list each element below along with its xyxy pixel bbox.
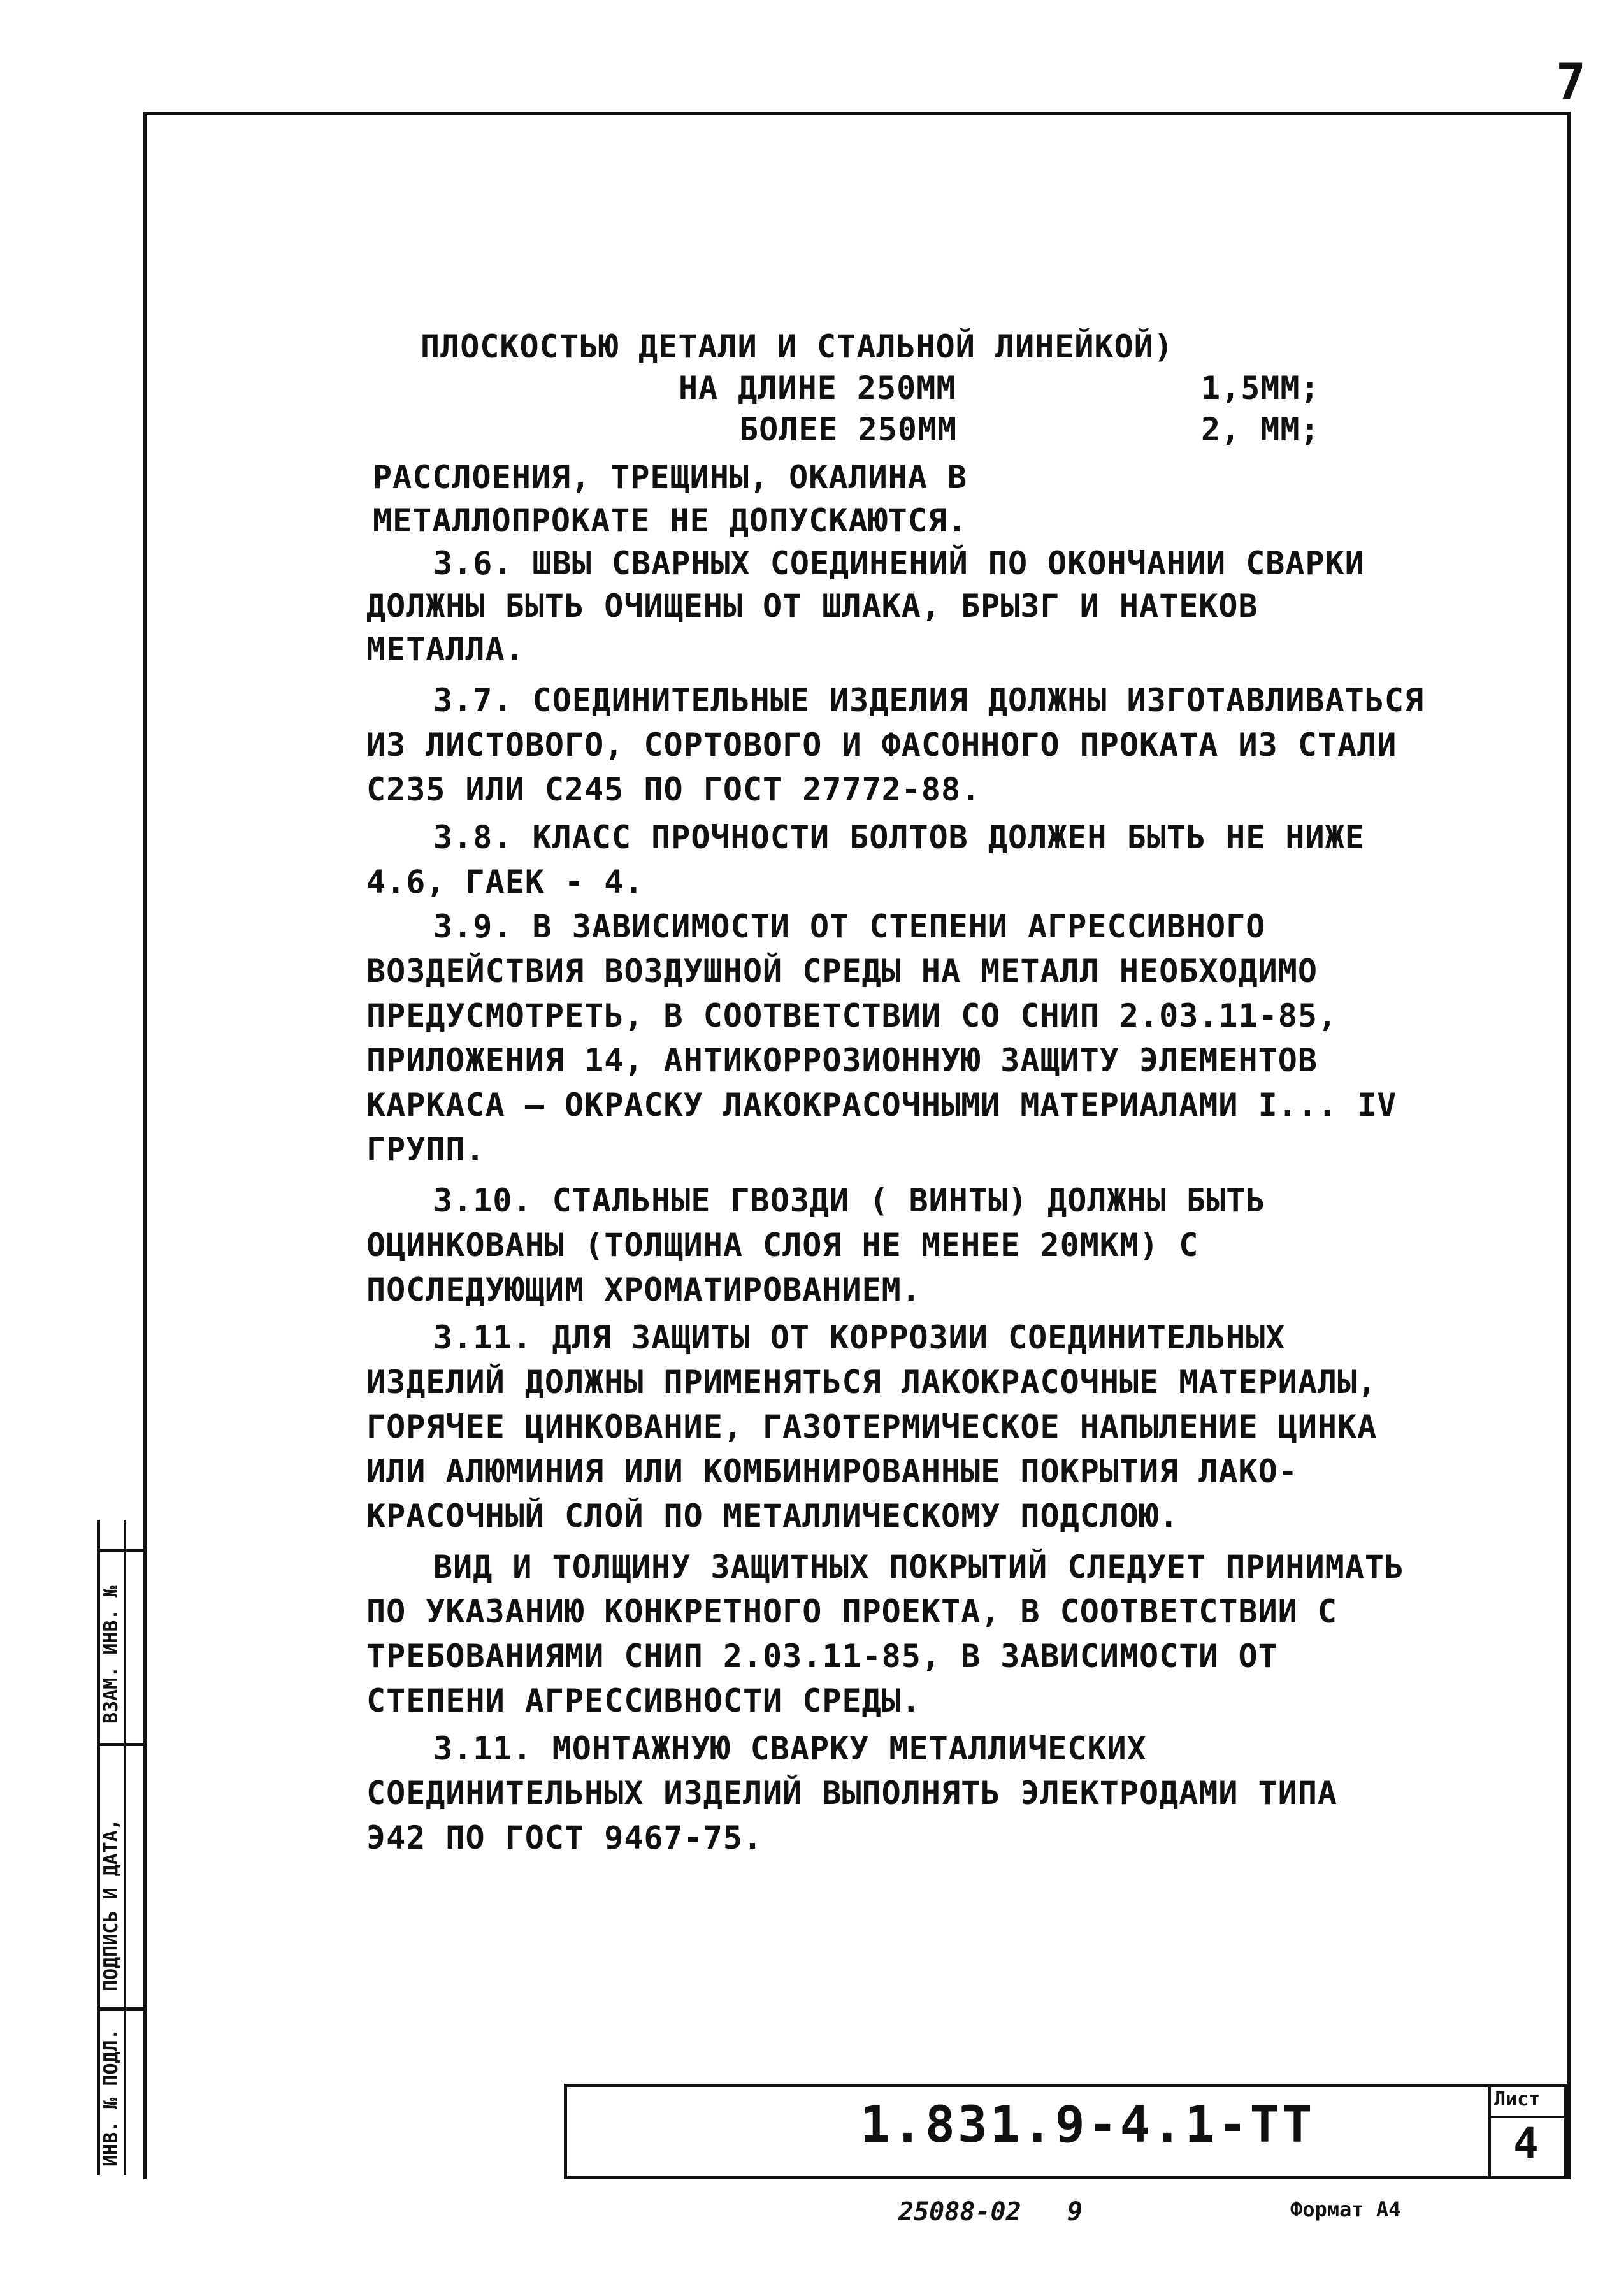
strip-label-original-inv: ИНВ. № ПОДЛ. bbox=[100, 2028, 122, 2167]
paragraph-line: ДОЛЖНЫ БЫТЬ ОЧИЩЕНЫ ОТ ШЛАКА, БРЫЗГ И НАТЕКОВ bbox=[366, 588, 1258, 625]
paragraph-line: 3.11. ДЛЯ ЗАЩИТЫ ОТ КОРРОЗИИ СОЕДИНИТЕЛЬНЫХ bbox=[433, 1319, 1286, 1356]
paragraph-line: ПОСЛЕДУЮЩИМ ХРОМАТИРОВАНИЕМ. bbox=[366, 1271, 921, 1308]
paragraph-line: ОЦИНКОВАНЫ (ТОЛЩИНА СЛОЯ НЕ МЕНЕЕ 20МКМ) С bbox=[366, 1227, 1199, 1264]
intro-line-4: РАССЛОЕНИЯ, ТРЕЩИНЫ, ОКАЛИНА В bbox=[373, 459, 968, 496]
paragraph-line: 3.10. СТАЛЬНЫЕ ГВОЗДИ ( ВИНТЫ) ДОЛЖНЫ БЫТЬ bbox=[433, 1182, 1266, 1219]
binding-strip-divider bbox=[97, 2007, 145, 2011]
paragraph-line: 3.6. ШВЫ СВАРНЫХ СОЕДИНЕНИЙ ПО ОКОНЧАНИИ СВАРКИ bbox=[433, 545, 1365, 582]
paragraph-line: СОЕДИНИТЕЛЬНЫХ ИЗДЕЛИЙ ВЫПОЛНЯТЬ ЭЛЕКТРОДАМИ ТИПА bbox=[366, 1775, 1338, 1812]
paragraph-line: ТРЕБОВАНИЯМИ СНИП 2.03.11-85, В ЗАВИСИМОСТИ ОТ bbox=[366, 1638, 1278, 1675]
paragraph-line: Э42 ПО ГОСТ 9467-75. bbox=[366, 1819, 763, 1856]
format-label: Формат А4 bbox=[1290, 2197, 1401, 2221]
page-number: 7 bbox=[1556, 54, 1586, 112]
paragraph-line: С235 ИЛИ С245 ПО ГОСТ 27772-88. bbox=[366, 771, 981, 808]
paragraph-line: КРАСОЧНЫЙ СЛОЙ ПО МЕТАЛЛИЧЕСКОМУ ПОДСЛОЮ. bbox=[366, 1498, 1179, 1534]
paragraph-line: ИЗДЕЛИЙ ДОЛЖНЫ ПРИМЕНЯТЬСЯ ЛАКОКРАСОЧНЫЕ МАТЕРИАЛЫ, bbox=[366, 1364, 1378, 1401]
paragraph-line: 3.8. КЛАСС ПРОЧНОСТИ БОЛТОВ ДОЛЖЕН БЫТЬ НЕ НИЖЕ bbox=[433, 819, 1365, 856]
intro-line-1: ПЛОСКОСТЬЮ ДЕТАЛИ И СТАЛЬНОЙ ЛИНЕЙКОЙ) bbox=[421, 328, 1174, 365]
paragraph-line: ПРЕДУСМОТРЕТЬ, В СООТВЕТСТВИИ СО СНИП 2.03.11-85, bbox=[366, 997, 1338, 1034]
paragraph-line: ПО УКАЗАНИЮ КОНКРЕТНОГО ПРОЕКТА, В СООТВЕТСТВИИ С bbox=[366, 1593, 1338, 1630]
binding-strip-divider bbox=[97, 1549, 145, 1552]
sheet-label: Лист bbox=[1494, 2088, 1541, 2111]
intro-row-2-value: 2, ММ; bbox=[1201, 411, 1320, 448]
paragraph-line: ИЛИ АЛЮМИНИЯ ИЛИ КОМБИНИРОВАННЫЕ ПОКРЫТИЯ ЛАКО- bbox=[366, 1453, 1298, 1490]
intro-row-1-value: 1,5ММ; bbox=[1201, 370, 1320, 407]
binding-strip-divider bbox=[97, 1743, 145, 1746]
paragraph-line: 3.11. МОНТАЖНУЮ СВАРКУ МЕТАЛЛИЧЕСКИХ bbox=[433, 1730, 1147, 1767]
document-code: 1.831.9-4.1-ТТ bbox=[860, 2097, 1315, 2154]
paragraph-line: 4.6, ГАЕК - 4. bbox=[366, 863, 644, 900]
strip-label-replacement-inv: ВЗАМ. ИНВ. № bbox=[100, 1585, 122, 1724]
binding-strip-line-inner bbox=[124, 1520, 126, 2175]
title-block-sheet-divider bbox=[1488, 2116, 1564, 2118]
paragraph-line: ВИД И ТОЛЩИНУ ЗАЩИТНЫХ ПОКРЫТИЙ СЛЕДУЕТ ПРИНИМАТЬ bbox=[433, 1549, 1405, 1585]
paragraph-line: 3.9. В ЗАВИСИМОСТИ ОТ СТЕПЕНИ АГРЕССИВНОГО bbox=[433, 908, 1266, 945]
paragraph-line: ВОЗДЕЙСТВИЯ ВОЗДУШНОЙ СРЕДЫ НА МЕТАЛЛ НЕОБХОДИМО bbox=[366, 953, 1318, 990]
paragraph-line: ГРУПП. bbox=[366, 1131, 486, 1168]
intro-line-5: МЕТАЛЛОПРОКАТЕ НЕ ДОПУСКАЮТСЯ. bbox=[373, 502, 968, 539]
strip-label-signature-date: ПОДПИСЬ И ДАТА, bbox=[100, 1819, 122, 1991]
paragraph-line: КАРКАСА — ОКРАСКУ ЛАКОКРАСОЧНЫМИ МАТЕРИАЛАМИ I... IV bbox=[366, 1087, 1397, 1123]
paragraph-line: ИЗ ЛИСТОВОГО, СОРТОВОГО И ФАСОННОГО ПРОКАТА ИЗ СТАЛИ bbox=[366, 726, 1397, 763]
sheet-value: 4 bbox=[1513, 2119, 1539, 2168]
title-block-divider bbox=[1488, 2084, 1491, 2176]
paragraph-line: ГОРЯЧЕЕ ЦИНКОВАНИЕ, ГАЗОТЕРМИЧЕСКОЕ НАПЫЛЕНИЕ ЦИНКА bbox=[366, 1408, 1378, 1445]
paragraph-line: ПРИЛОЖЕНИЯ 14, АНТИКОРРОЗИОННУЮ ЗАЩИТУ ЭЛЕМЕНТОВ bbox=[366, 1042, 1318, 1079]
paragraph-line: СТЕПЕНИ АГРЕССИВНОСТИ СРЕДЫ. bbox=[366, 1682, 921, 1719]
paragraph-line: 3.7. СОЕДИНИТЕЛЬНЫЕ ИЗДЕЛИЯ ДОЛЖНЫ ИЗГОТАВЛИВАТЬСЯ bbox=[433, 682, 1425, 719]
order-number: 25088-02 9 bbox=[898, 2197, 1083, 2227]
paragraph-line: МЕТАЛЛА. bbox=[366, 631, 525, 668]
intro-row-1-label: НА ДЛИНЕ 250ММ bbox=[679, 370, 956, 407]
intro-row-2-label: БОЛЕЕ 250ММ bbox=[739, 411, 958, 448]
